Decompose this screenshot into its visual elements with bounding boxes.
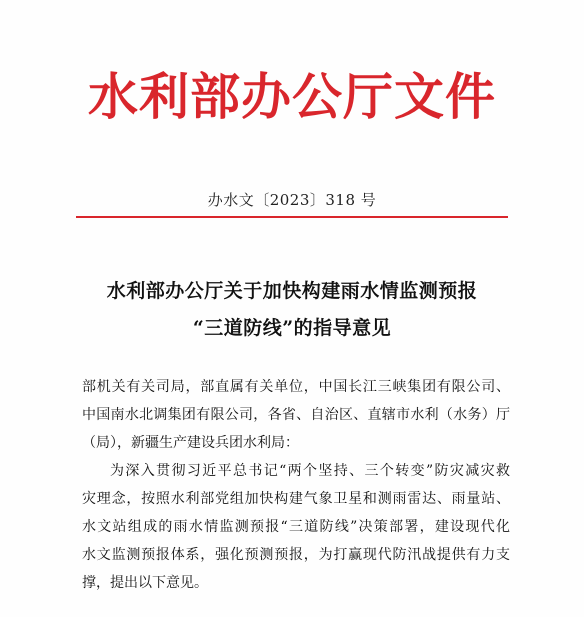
paragraph-line: 水文站组成的雨水情监测预报“三道防线”决策部署，建设现代化 [82, 519, 510, 535]
document-number: 办水文〔2023〕318 号 [207, 191, 377, 209]
document-body [82, 373, 510, 597]
paragraph-line: 水文监测预报体系，强化预测预报，为打赢现代防汛战提供有力支 [82, 547, 510, 563]
paragraph-line: 撑，提出以下意见。 [82, 575, 208, 591]
paragraph-line: 灾理念，按照水利部党组加快构建气象卫星和测雨雷达、雨量站、 [82, 491, 510, 507]
document-title-line-2: “三道防线”的指导意见 [192, 317, 392, 339]
addressee-line: 部机关有关司局，部直属有关单位，中国长江三峡集团有限公司、 [82, 379, 510, 395]
issuer-header: 水利部办公厅文件 [88, 67, 496, 126]
red-divider [76, 216, 508, 218]
document-title [0, 273, 584, 347]
addressee-line: （局），新疆生产建设兵团水利局： [82, 435, 299, 451]
addressee-line: 中国南水北调集团有限公司，各省、自治区、直辖市水利（水务）厅 [82, 407, 510, 423]
document-title-line-1: 水利部办公厅关于加快构建雨水情监测预报 [106, 280, 478, 302]
paragraph-line: 为深入贯彻习近平总书记“两个坚持、三个转变”防灾减灾救 [110, 463, 510, 479]
